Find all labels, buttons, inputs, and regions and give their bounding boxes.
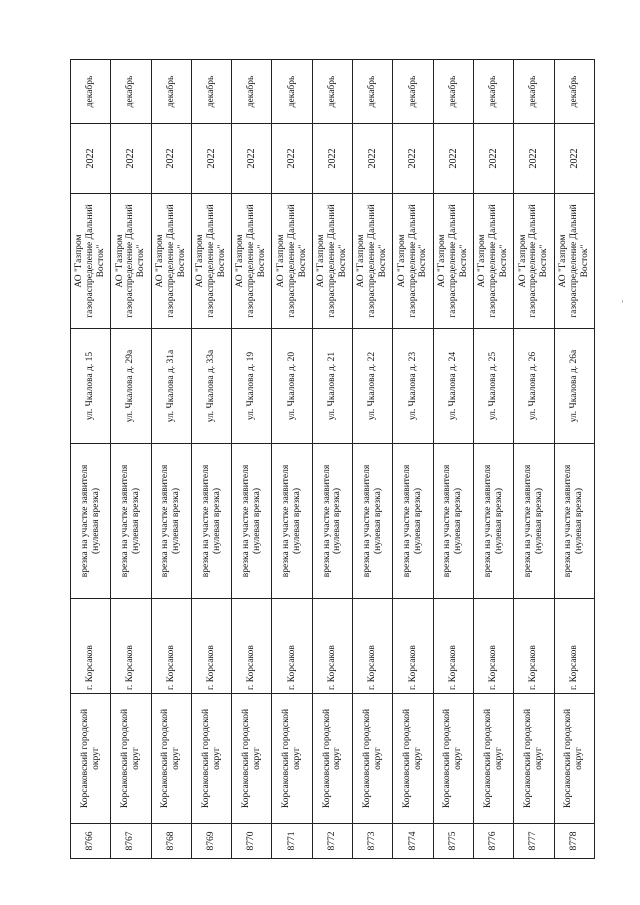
month-cell: декабрь: [312, 60, 352, 124]
address-cell: ул. Чкалова д. 29а: [111, 329, 151, 444]
table-row: [71, 60, 111, 859]
work-type-cell: врезка на участке заявителя (нулевая врезка): [71, 444, 111, 599]
district-cell: Корсаковский городской округ: [272, 694, 312, 824]
organization-cell: АО "Газпром газораспределение Дальний Восток": [554, 194, 594, 329]
organization-cell: АО "Газпром газораспределение Дальний Восток": [473, 194, 513, 329]
city-cell: г. Корсаков: [433, 599, 473, 694]
row-number: 8769: [191, 824, 231, 859]
row-number: 8775: [433, 824, 473, 859]
district-cell: Корсаковский городской округ: [151, 694, 191, 824]
work-type-cell: врезка на участке заявителя (нулевая врезка): [272, 444, 312, 599]
address-cell: ул. Чкалова д. 33а: [191, 329, 231, 444]
address-cell: ул. Чкалова д. 22: [353, 329, 393, 444]
row-number: 8771: [272, 824, 312, 859]
year-cell: 2022: [312, 124, 352, 194]
year-cell: 2022: [514, 124, 554, 194]
table-row: [353, 60, 393, 859]
address-cell: ул. Чкалова д. 24: [433, 329, 473, 444]
city-cell: г. Корсаков: [353, 599, 393, 694]
organization-cell: АО "Газпром газораспределение Дальний Восток": [353, 194, 393, 329]
month-cell: декабрь: [514, 60, 554, 124]
work-type-cell: врезка на участке заявителя (нулевая врезка): [554, 444, 594, 599]
row-number: 8774: [393, 824, 433, 859]
city-cell: г. Корсаков: [232, 599, 272, 694]
month-cell: декабрь: [232, 60, 272, 124]
district-cell: Корсаковский городской округ: [433, 694, 473, 824]
month-cell: декабрь: [111, 60, 151, 124]
organization-cell: АО "Газпром газораспределение Дальний Восток": [433, 194, 473, 329]
district-cell: Корсаковский городской округ: [111, 694, 151, 824]
row-number: 8768: [151, 824, 191, 859]
district-cell: Корсаковский городской округ: [393, 694, 433, 824]
organization-cell: АО "Газпром газораспределение Дальний Восток": [151, 194, 191, 329]
rotated-table-container: [70, 60, 595, 859]
address-cell: ул. Чкалова д. 26: [514, 329, 554, 444]
row-number: 8770: [232, 824, 272, 859]
work-type-cell: врезка на участке заявителя (нулевая врезка): [433, 444, 473, 599]
year-cell: 2022: [473, 124, 513, 194]
address-cell: ул. Чкалова д. 21: [312, 329, 352, 444]
district-cell: Корсаковский городской округ: [191, 694, 231, 824]
district-cell: Корсаковский городской округ: [312, 694, 352, 824]
organization-cell: АО "Газпром газораспределение Дальний Восток": [514, 194, 554, 329]
row-number: 8772: [312, 824, 352, 859]
year-cell: 2022: [433, 124, 473, 194]
table-row: [232, 60, 272, 859]
work-type-cell: врезка на участке заявителя (нулевая врезка): [393, 444, 433, 599]
address-cell: ул. Чкалова д. 19: [232, 329, 272, 444]
work-type-cell: врезка на участке заявителя (нулевая врезка): [191, 444, 231, 599]
year-cell: 2022: [191, 124, 231, 194]
work-type-cell: врезка на участке заявителя (нулевая врезка): [353, 444, 393, 599]
gas-connection-table: [70, 59, 595, 859]
table-row: [312, 60, 352, 859]
table-row: [151, 60, 191, 859]
work-type-cell: врезка на участке заявителя (нулевая врезка): [111, 444, 151, 599]
table-row: [514, 60, 554, 859]
city-cell: г. Корсаков: [393, 599, 433, 694]
row-number: 8773: [353, 824, 393, 859]
table-row: [473, 60, 513, 859]
organization-cell: АО "Газпром газораспределение Дальний Восток": [191, 194, 231, 329]
organization-cell: АО "Газпром газораспределение Дальний Восток": [71, 194, 111, 329]
district-cell: Корсаковский городской округ: [353, 694, 393, 824]
city-cell: г. Корсаков: [514, 599, 554, 694]
organization-cell: АО "Газпром газораспределение Дальний Восток": [393, 194, 433, 329]
table-row: [433, 60, 473, 859]
address-cell: ул. Чкалова д. 31а: [151, 329, 191, 444]
city-cell: г. Корсаков: [111, 599, 151, 694]
year-cell: 2022: [71, 124, 111, 194]
month-cell: декабрь: [393, 60, 433, 124]
year-cell: 2022: [111, 124, 151, 194]
work-type-cell: врезка на участке заявителя (нулевая врезка): [473, 444, 513, 599]
month-cell: декабрь: [353, 60, 393, 124]
table-row: [191, 60, 231, 859]
work-type-cell: врезка на участке заявителя (нулевая врезка): [232, 444, 272, 599]
month-cell: декабрь: [554, 60, 594, 124]
address-cell: ул. Чкалова д. 15: [71, 329, 111, 444]
year-cell: 2022: [353, 124, 393, 194]
year-cell: 2022: [272, 124, 312, 194]
table-row: [393, 60, 433, 859]
year-cell: 2022: [393, 124, 433, 194]
year-cell: 2022: [151, 124, 191, 194]
year-cell: 2022: [232, 124, 272, 194]
table-row: [111, 60, 151, 859]
row-number: 8767: [111, 824, 151, 859]
address-cell: ул. Чкалова д. 26а: [554, 329, 594, 444]
city-cell: г. Корсаков: [554, 599, 594, 694]
month-cell: декабрь: [473, 60, 513, 124]
city-cell: г. Корсаков: [191, 599, 231, 694]
city-cell: г. Корсаков: [312, 599, 352, 694]
row-number: 8766: [71, 824, 111, 859]
organization-cell: АО "Газпром газораспределение Дальний Восток": [312, 194, 352, 329]
month-cell: декабрь: [272, 60, 312, 124]
work-type-cell: врезка на участке заявителя (нулевая врезка): [312, 444, 352, 599]
district-cell: Корсаковский городской округ: [554, 694, 594, 824]
table-row: [272, 60, 312, 859]
work-type-cell: врезка на участке заявителя (нулевая врезка): [151, 444, 191, 599]
city-cell: г. Корсаков: [473, 599, 513, 694]
district-cell: Корсаковский городской округ: [473, 694, 513, 824]
address-cell: ул. Чкалова д. 25: [473, 329, 513, 444]
address-cell: ул. Чкалова д. 20: [272, 329, 312, 444]
district-cell: Корсаковский городской округ: [71, 694, 111, 824]
organization-cell: АО "Газпром газораспределение Дальний Восток": [272, 194, 312, 329]
month-cell: декабрь: [191, 60, 231, 124]
organization-cell: АО "Газпром газораспределение Дальний Восток": [232, 194, 272, 329]
district-cell: Корсаковский городской округ: [514, 694, 554, 824]
city-cell: г. Корсаков: [272, 599, 312, 694]
city-cell: г. Корсаков: [71, 599, 111, 694]
table-row: [554, 60, 594, 859]
table-body: [71, 60, 595, 859]
scan-mark: [622, 300, 623, 303]
row-number: 8777: [514, 824, 554, 859]
year-cell: 2022: [554, 124, 594, 194]
month-cell: декабрь: [151, 60, 191, 124]
row-number: 8778: [554, 824, 594, 859]
address-cell: ул. Чкалова д. 23: [393, 329, 433, 444]
organization-cell: АО "Газпром газораспределение Дальний Восток": [111, 194, 151, 329]
month-cell: декабрь: [71, 60, 111, 124]
row-number: 8776: [473, 824, 513, 859]
city-cell: г. Корсаков: [151, 599, 191, 694]
district-cell: Корсаковский городской округ: [232, 694, 272, 824]
month-cell: декабрь: [433, 60, 473, 124]
work-type-cell: врезка на участке заявителя (нулевая врезка): [514, 444, 554, 599]
